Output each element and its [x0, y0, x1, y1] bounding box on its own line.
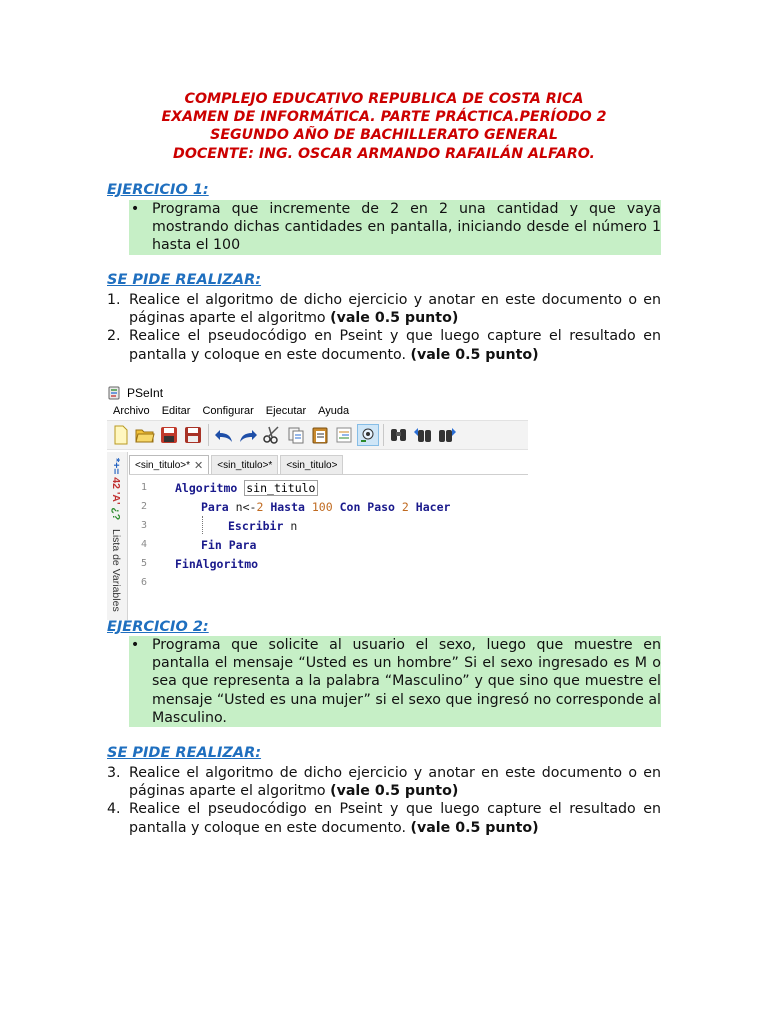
strings-symbol[interactable]: 'A' — [110, 491, 122, 505]
save-as-icon[interactable] — [182, 424, 204, 446]
ejercicio2-text: Programa que solicite al usuario el sexo, luego que muestre en pantalla el mensaje “Usted es un hombre” Si el sexo ingresado es M o sea que representa a la palabra “Masculino” y que sino que muestre el mensaje “Usted es una mujer” si el sexo que ingresó no corresponde al Masculino. — [152, 637, 661, 726]
list-text: Realice el algoritmo de dicho ejercicio y anotar en este documento o en páginas aparte el algoritmo — [129, 292, 661, 327]
pseint-titlebar — [107, 384, 163, 402]
copy-icon[interactable] — [285, 424, 307, 446]
save-icon[interactable] — [158, 424, 180, 446]
pseint-screenshot — [107, 380, 528, 620]
find-previous-icon[interactable] — [412, 424, 434, 446]
line-number: 6 — [140, 577, 148, 588]
number-literal: 2 — [256, 499, 264, 514]
number-literal: 2 — [401, 499, 409, 514]
keyword: Fin Para — [201, 537, 257, 552]
pseint-menubar — [113, 405, 349, 417]
tab-label: <sin_titulo>* — [217, 459, 273, 471]
toolbar-separator — [383, 424, 384, 446]
line-number: 3 — [140, 520, 148, 531]
tab-sin-titulo-1[interactable] — [129, 455, 209, 474]
algorithm-name: sin_titulo — [246, 480, 316, 495]
list-text: Realice el pseudocódigo en Pseint y que luego capture el resultado en pantalla y coloque en este documento. — [129, 801, 661, 836]
open-folder-icon[interactable] — [134, 424, 156, 446]
line-number: 1 — [140, 482, 148, 493]
list-points: (vale 0.5 punto) — [410, 819, 539, 836]
list-number: 2. — [107, 328, 121, 345]
tab-label: <sin_titulo> — [286, 459, 338, 471]
code-line — [129, 516, 528, 535]
find-icon[interactable] — [388, 424, 410, 446]
menu-configurar[interactable]: Configurar — [202, 405, 254, 417]
header-teacher: DOCENTE: ING. OSCAR ARMANDO RAFAILÁN ALFARO. — [173, 145, 595, 162]
list-item — [107, 764, 661, 800]
keyword: Hacer — [415, 499, 451, 514]
operators-symbol[interactable]: *+= — [110, 458, 122, 475]
menu-archivo[interactable]: Archivo — [113, 405, 150, 417]
numbers-symbol[interactable]: 42 — [110, 477, 122, 489]
code-text — [159, 519, 297, 533]
list-item — [107, 327, 661, 363]
list-item — [107, 291, 661, 327]
bullet-icon: • — [130, 201, 140, 217]
list-points: (vale 0.5 punto) — [330, 783, 459, 800]
pide1-list — [107, 291, 661, 364]
code-text — [159, 481, 318, 495]
keyword: Hasta — [270, 499, 305, 514]
list-number: 4. — [107, 801, 121, 818]
menu-ayuda[interactable]: Ayuda — [318, 405, 350, 417]
toolbar-separator — [208, 424, 209, 446]
close-icon[interactable]: ✕ — [194, 459, 204, 472]
find-next-icon[interactable] — [436, 424, 458, 446]
code-line — [129, 497, 528, 516]
list-points: (vale 0.5 punto) — [330, 310, 459, 327]
identifier: n — [290, 518, 298, 533]
pseint-title: PSeInt — [127, 386, 164, 400]
ejercicio1-title: EJERCICIO 1: — [107, 182, 209, 198]
undo-icon[interactable] — [213, 424, 235, 446]
identifier: n — [235, 499, 243, 514]
number-literal: 100 — [311, 499, 333, 514]
header-exam: EXAMEN DE INFORMÁTICA. PARTE PRÁCTICA.PERÍODO 2 — [161, 109, 607, 126]
tab-label: <sin_titulo>* — [135, 459, 191, 471]
menu-editar[interactable]: Editar — [161, 405, 191, 417]
list-text: Realice el pseudocódigo en Pseint y que luego capture el resultado en pantalla y coloque en este documento. — [129, 328, 661, 363]
keyword: Con Paso — [339, 499, 395, 514]
pide2-title: SE PIDE REALIZAR: — [107, 745, 262, 761]
debug-search-icon[interactable] — [357, 424, 379, 446]
conditions-symbol[interactable]: ¿? — [110, 507, 122, 521]
paste-icon[interactable] — [309, 424, 331, 446]
ejercicio2-title: EJERCICIO 2: — [107, 619, 209, 635]
tab-sin-titulo-3[interactable] — [280, 455, 343, 474]
line-number: 5 — [140, 558, 148, 569]
code-line — [129, 478, 528, 497]
header-grade: SEGUNDO AÑO DE BACHILLERATO GENERAL — [210, 127, 558, 144]
list-points: (vale 0.5 punto) — [410, 346, 539, 363]
list-number: 3. — [107, 765, 121, 781]
code-editor[interactable] — [129, 478, 528, 618]
tab-divider — [129, 474, 528, 475]
operator: <- — [242, 499, 257, 514]
keyword: Escribir — [228, 518, 284, 533]
new-file-icon[interactable] — [110, 424, 132, 446]
cut-icon[interactable] — [261, 424, 283, 446]
redo-icon[interactable] — [237, 424, 259, 446]
document-header — [0, 90, 768, 163]
keyword: FinAlgoritmo — [175, 556, 259, 571]
keyword: Para — [201, 499, 229, 514]
code-line — [129, 573, 528, 592]
code-text — [159, 538, 256, 552]
tab-sin-titulo-2[interactable] — [211, 455, 278, 474]
pide2-list — [107, 764, 661, 837]
code-line — [129, 535, 528, 554]
editor-tabs — [129, 454, 345, 474]
ejercicio1-text: Programa que incremente de 2 en 2 una cantidad y que vaya mostrando dichas cantidades en pantalla, iniciando desde el número 1 hasta el 100 — [152, 201, 661, 254]
code-text — [159, 557, 258, 571]
line-number: 2 — [140, 501, 148, 512]
variables-list-label[interactable]: Lista de Variables — [110, 529, 122, 612]
list-number: 1. — [107, 292, 121, 308]
pseint-toolbar — [107, 420, 528, 450]
ejercicio1-bullet-box — [129, 200, 661, 255]
code-line — [129, 554, 528, 573]
code-text — [159, 500, 450, 514]
line-number: 4 — [140, 539, 148, 550]
bullet-icon: • — [130, 637, 140, 653]
list-item — [107, 800, 661, 836]
menu-ejecutar[interactable]: Ejecutar — [265, 405, 307, 417]
list-text: Realice el algoritmo de dicho ejercicio y anotar en este documento o en páginas aparte el algoritmo — [129, 765, 661, 800]
indent-icon[interactable] — [333, 424, 355, 446]
header-school: COMPLEJO EDUCATIVO REPUBLICA DE COSTA RICA — [184, 91, 584, 107]
keyword: Algoritmo — [175, 480, 238, 495]
ejercicio2-bullet-box — [129, 636, 661, 727]
pide1-title: SE PIDE REALIZAR: — [107, 272, 262, 288]
sidebar-content — [110, 458, 122, 612]
variables-sidebar — [107, 452, 128, 620]
pseint-logo-icon — [107, 386, 121, 400]
